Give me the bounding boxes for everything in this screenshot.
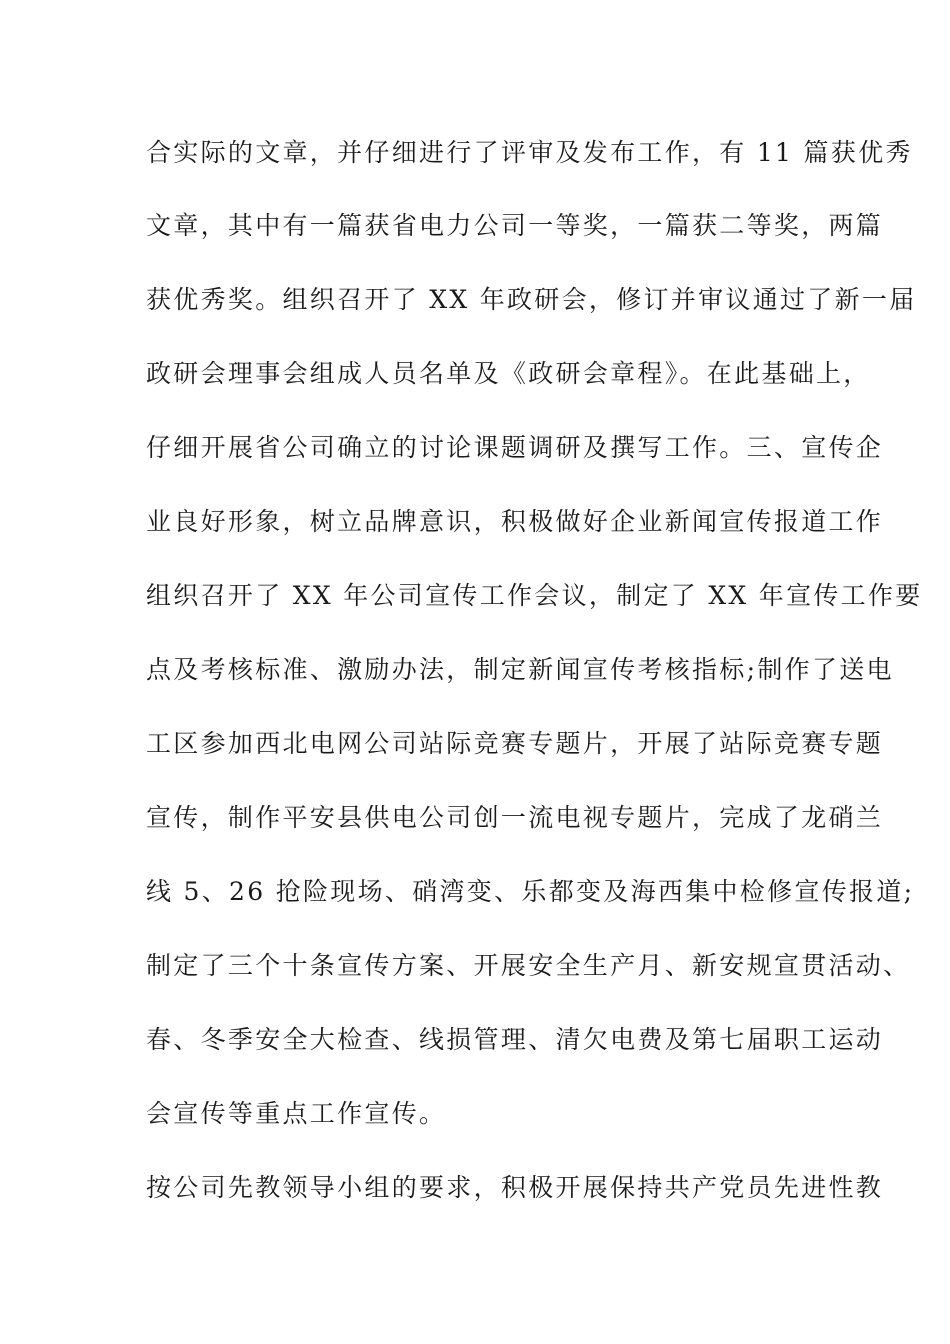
- text-line: 点及考核标准、激励办法，制定新闻宣传考核指标;制作了送电: [146, 655, 894, 684]
- text-line: 政研会理事会组成人员名单及《政研会章程》。在此基础上，: [146, 359, 871, 388]
- text-line: 线 5、26 抢险现场、硝湾变、乐都变及海西集中检修宣传报道;: [146, 877, 915, 906]
- text-line: 宣传，制作平安县供电公司创一流电视专题片，完成了龙硝兰: [146, 803, 884, 832]
- text-line: 获优秀奖。组织召开了 XX 年政研会，修订并审议通过了新一届: [146, 285, 917, 314]
- text-line: 合实际的文章，并仔细进行了评审及发布工作，有 11 篇获优秀: [146, 138, 913, 167]
- text-line: 业良好形象，树立品牌意识，积极做好企业新闻宣传报道工作: [146, 507, 884, 536]
- text-line: 仔细开展省公司确立的讨论课题调研及撰写工作。三、宣传企: [146, 433, 884, 462]
- text-line: 会宣传等重点工作宣传。: [146, 1099, 447, 1128]
- text-line: 按公司先教领导小组的要求，积极开展保持共产党员先进性教: [146, 1173, 884, 1202]
- text-line: 春、冬季安全大检查、线损管理、清欠电费及第七届职工运动: [146, 1025, 884, 1054]
- text-line: 工区参加西北电网公司站际竞赛专题片，开展了站际竞赛专题: [146, 729, 884, 758]
- text-line: 文章，其中有一篇获省电力公司一等奖，一篇获二等奖，两篇: [146, 211, 884, 240]
- text-line: 制定了三个十条宣传方案、开展安全生产月、新安规宣贯活动、: [146, 951, 911, 980]
- text-line: 组织召开了 XX 年公司宣传工作会议，制定了 XX 年宣传工作要: [146, 581, 923, 610]
